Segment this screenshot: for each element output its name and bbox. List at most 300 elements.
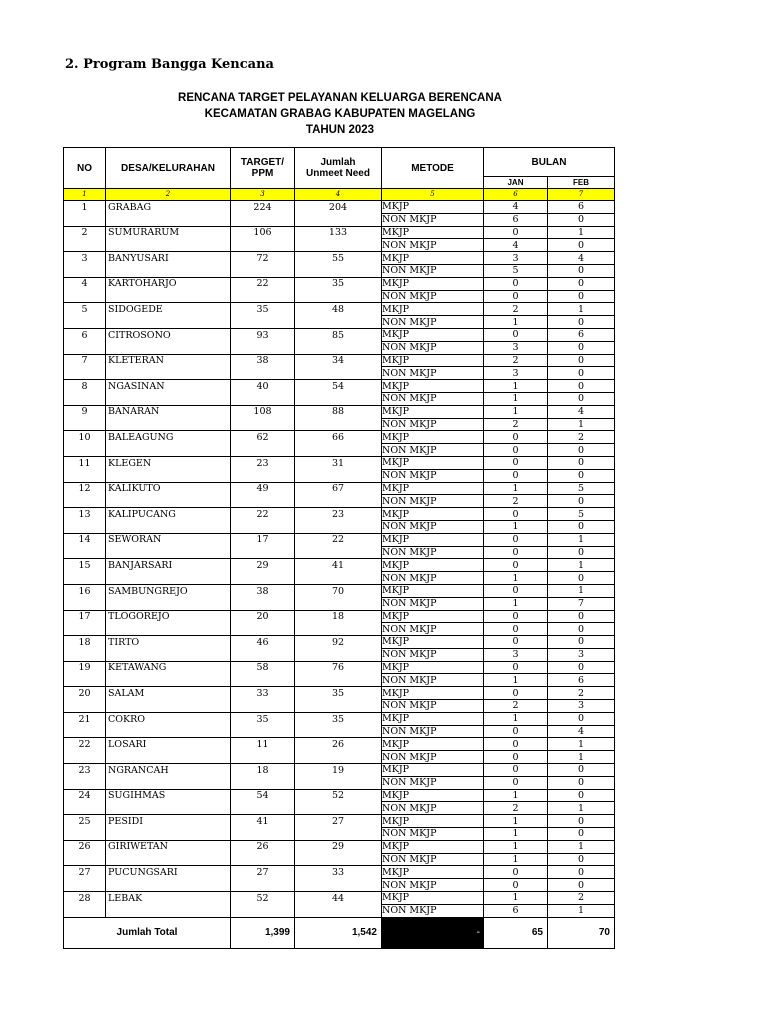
header-target-line2: PPM — [251, 168, 274, 179]
row-unmeet: 54 — [295, 380, 382, 393]
row-desa: KLETERAN — [106, 354, 231, 367]
row-metode-mkjp: MKJP — [382, 533, 484, 546]
table-row — [64, 392, 615, 405]
row-no-empty — [64, 264, 106, 277]
row-target-empty — [231, 392, 295, 405]
row-feb-mkjp: 0 — [548, 764, 615, 777]
row-target-empty — [231, 290, 295, 303]
row-feb-mkjp: 5 — [548, 482, 615, 495]
table-row — [64, 623, 615, 636]
row-unmeet: 66 — [295, 431, 382, 444]
row-no: 11 — [64, 456, 106, 469]
row-no-empty — [64, 341, 106, 354]
row-unmeet-empty — [295, 904, 382, 917]
row-metode-non: NON MKJP — [382, 444, 484, 457]
table-row — [64, 892, 615, 905]
row-metode-non: NON MKJP — [382, 546, 484, 559]
row-desa-empty — [106, 316, 231, 329]
row-no-empty — [64, 853, 106, 866]
row-unmeet: 19 — [295, 764, 382, 777]
row-target-empty — [231, 264, 295, 277]
row-desa-empty — [106, 469, 231, 482]
table-row — [64, 776, 615, 789]
row-desa-empty — [106, 751, 231, 764]
table-row — [64, 456, 615, 469]
row-desa-empty — [106, 213, 231, 226]
row-jan-mkjp: 0 — [484, 866, 548, 879]
row-no-empty — [64, 648, 106, 661]
row-jan-non: 2 — [484, 495, 548, 508]
row-feb-mkjp: 2 — [548, 892, 615, 905]
row-desa-empty — [106, 341, 231, 354]
row-metode-mkjp: MKJP — [382, 303, 484, 316]
row-jan-mkjp: 0 — [484, 636, 548, 649]
table-row — [64, 828, 615, 841]
row-jan-non: 1 — [484, 828, 548, 841]
row-jan-mkjp: 0 — [484, 328, 548, 341]
row-unmeet-empty — [295, 418, 382, 431]
row-desa: KETAWANG — [106, 661, 231, 674]
column-number: 1 — [64, 189, 106, 201]
row-unmeet-empty — [295, 751, 382, 764]
table-row — [64, 264, 615, 277]
row-desa-empty — [106, 572, 231, 585]
row-unmeet-empty — [295, 853, 382, 866]
row-no: 22 — [64, 738, 106, 751]
row-unmeet: 88 — [295, 405, 382, 418]
row-desa: GRABAG — [106, 201, 231, 214]
table-row — [64, 482, 615, 495]
row-target: 41 — [231, 815, 295, 828]
row-feb-non: 0 — [548, 623, 615, 636]
table-body — [64, 201, 615, 918]
row-no-empty — [64, 623, 106, 636]
row-jan-mkjp: 0 — [484, 533, 548, 546]
row-jan-non: 1 — [484, 316, 548, 329]
row-feb-non: 0 — [548, 572, 615, 585]
row-jan-non: 6 — [484, 213, 548, 226]
row-jan-non: 0 — [484, 751, 548, 764]
row-no: 7 — [64, 354, 106, 367]
table-row — [64, 201, 615, 214]
row-target: 106 — [231, 226, 295, 239]
row-jan-mkjp: 1 — [484, 815, 548, 828]
row-no-empty — [64, 290, 106, 303]
row-unmeet-empty — [295, 520, 382, 533]
row-feb-non: 1 — [548, 418, 615, 431]
table-row — [64, 610, 615, 623]
header-desa: DESA/KELURAHAN — [106, 148, 231, 189]
row-target-empty — [231, 853, 295, 866]
table-row — [64, 341, 615, 354]
row-jan-non: 5 — [484, 264, 548, 277]
row-jan-mkjp: 1 — [484, 380, 548, 393]
row-metode-mkjp: MKJP — [382, 636, 484, 649]
row-desa: PESIDI — [106, 815, 231, 828]
row-jan-non: 0 — [484, 623, 548, 636]
row-desa: LOSARI — [106, 738, 231, 751]
row-no: 3 — [64, 252, 106, 265]
row-metode-non: NON MKJP — [382, 853, 484, 866]
row-target: 38 — [231, 354, 295, 367]
row-jan-mkjp: 0 — [484, 431, 548, 444]
section-heading: 2. Program Bangga Kencana — [65, 57, 274, 72]
row-unmeet: 55 — [295, 252, 382, 265]
row-jan-mkjp: 0 — [484, 661, 548, 674]
row-jan-mkjp: 2 — [484, 354, 548, 367]
row-feb-non: 0 — [548, 341, 615, 354]
row-metode-mkjp: MKJP — [382, 789, 484, 802]
row-unmeet: 70 — [295, 584, 382, 597]
row-no-empty — [64, 316, 106, 329]
row-unmeet-empty — [295, 546, 382, 559]
total-feb: 70 — [548, 917, 615, 948]
row-jan-non: 1 — [484, 674, 548, 687]
row-metode-non: NON MKJP — [382, 264, 484, 277]
row-no: 10 — [64, 431, 106, 444]
table-row — [64, 712, 615, 725]
table-row — [64, 495, 615, 508]
row-metode-mkjp: MKJP — [382, 252, 484, 265]
row-unmeet-empty — [295, 264, 382, 277]
header-jan: JAN — [484, 177, 548, 189]
table-row — [64, 380, 615, 393]
row-desa-empty — [106, 700, 231, 713]
row-feb-mkjp: 5 — [548, 508, 615, 521]
table-row — [64, 328, 615, 341]
row-target: 38 — [231, 584, 295, 597]
table-row — [64, 431, 615, 444]
row-unmeet: 35 — [295, 712, 382, 725]
row-metode-mkjp: MKJP — [382, 892, 484, 905]
row-target-empty — [231, 495, 295, 508]
row-unmeet: 26 — [295, 738, 382, 751]
header-unmeet-line1: Jumlah — [320, 157, 356, 168]
row-desa: KALIKUTO — [106, 482, 231, 495]
table-row — [64, 597, 615, 610]
row-target-empty — [231, 725, 295, 738]
table-row — [64, 508, 615, 521]
row-target-empty — [231, 418, 295, 431]
row-desa-empty — [106, 776, 231, 789]
row-feb-non: 1 — [548, 751, 615, 764]
row-no: 20 — [64, 687, 106, 700]
row-target: 18 — [231, 764, 295, 777]
row-desa: BANJARSARI — [106, 559, 231, 572]
row-no: 6 — [64, 328, 106, 341]
table-row — [64, 904, 615, 917]
row-metode-mkjp: MKJP — [382, 610, 484, 623]
row-target: 62 — [231, 431, 295, 444]
row-target-empty — [231, 213, 295, 226]
column-number: 7 — [548, 189, 615, 201]
target-table — [63, 147, 615, 949]
row-unmeet: 34 — [295, 354, 382, 367]
row-no-empty — [64, 751, 106, 764]
row-desa: PUCUNGSARI — [106, 866, 231, 879]
table-row — [64, 354, 615, 367]
row-feb-mkjp: 0 — [548, 815, 615, 828]
row-feb-non: 0 — [548, 776, 615, 789]
row-metode-mkjp: MKJP — [382, 661, 484, 674]
row-jan-non: 2 — [484, 700, 548, 713]
row-metode-mkjp: MKJP — [382, 508, 484, 521]
row-metode-non: NON MKJP — [382, 495, 484, 508]
row-metode-non: NON MKJP — [382, 367, 484, 380]
row-metode-non: NON MKJP — [382, 879, 484, 892]
row-feb-mkjp: 0 — [548, 354, 615, 367]
total-target: 1,399 — [231, 917, 295, 948]
row-metode-mkjp: MKJP — [382, 456, 484, 469]
row-feb-mkjp: 4 — [548, 405, 615, 418]
row-feb-mkjp: 0 — [548, 789, 615, 802]
row-metode-mkjp: MKJP — [382, 584, 484, 597]
row-feb-non: 0 — [548, 392, 615, 405]
row-unmeet: 27 — [295, 815, 382, 828]
table-row — [64, 802, 615, 815]
row-unmeet: 48 — [295, 303, 382, 316]
table-row — [64, 584, 615, 597]
row-jan-non: 1 — [484, 853, 548, 866]
row-desa-empty — [106, 853, 231, 866]
row-feb-mkjp: 2 — [548, 687, 615, 700]
row-unmeet: 85 — [295, 328, 382, 341]
row-unmeet-empty — [295, 239, 382, 252]
table-row — [64, 546, 615, 559]
row-unmeet-empty — [295, 623, 382, 636]
row-jan-non: 1 — [484, 392, 548, 405]
row-no: 8 — [64, 380, 106, 393]
row-feb-mkjp: 4 — [548, 252, 615, 265]
row-desa: KARTOHARJO — [106, 277, 231, 290]
row-no-empty — [64, 776, 106, 789]
table-row — [64, 469, 615, 482]
row-desa-empty — [106, 444, 231, 457]
row-desa-empty — [106, 597, 231, 610]
row-unmeet: 29 — [295, 840, 382, 853]
row-target-empty — [231, 674, 295, 687]
header-target-line1: TARGET/ — [240, 157, 285, 168]
row-target: 27 — [231, 866, 295, 879]
row-no: 2 — [64, 226, 106, 239]
row-unmeet: 44 — [295, 892, 382, 905]
row-metode-non: NON MKJP — [382, 725, 484, 738]
row-jan-non: 6 — [484, 904, 548, 917]
row-target-empty — [231, 444, 295, 457]
row-no-empty — [64, 879, 106, 892]
row-feb-mkjp: 1 — [548, 584, 615, 597]
row-feb-non: 3 — [548, 648, 615, 661]
row-unmeet-empty — [295, 802, 382, 815]
row-metode-non: NON MKJP — [382, 341, 484, 354]
row-target-empty — [231, 879, 295, 892]
table-row — [64, 367, 615, 380]
row-desa-empty — [106, 879, 231, 892]
row-no-empty — [64, 725, 106, 738]
row-unmeet: 22 — [295, 533, 382, 546]
table-row — [64, 853, 615, 866]
row-unmeet: 41 — [295, 559, 382, 572]
row-no-empty — [64, 469, 106, 482]
row-metode-mkjp: MKJP — [382, 405, 484, 418]
column-number-row — [64, 189, 615, 201]
row-target: 17 — [231, 533, 295, 546]
row-target: 58 — [231, 661, 295, 674]
header-metode: METODE — [382, 148, 484, 189]
row-target-empty — [231, 597, 295, 610]
row-unmeet: 133 — [295, 226, 382, 239]
row-jan-mkjp: 1 — [484, 712, 548, 725]
row-unmeet-empty — [295, 290, 382, 303]
table-row — [64, 316, 615, 329]
row-target: 20 — [231, 610, 295, 623]
row-unmeet-empty — [295, 828, 382, 841]
table-row — [64, 303, 615, 316]
row-jan-non: 0 — [484, 469, 548, 482]
row-metode-non: NON MKJP — [382, 776, 484, 789]
table-row — [64, 789, 615, 802]
row-desa: COKRO — [106, 712, 231, 725]
row-metode-non: NON MKJP — [382, 597, 484, 610]
row-metode-non: NON MKJP — [382, 828, 484, 841]
table-row — [64, 648, 615, 661]
row-jan-mkjp: 0 — [484, 764, 548, 777]
row-desa: SIDOGEDE — [106, 303, 231, 316]
row-metode-mkjp: MKJP — [382, 354, 484, 367]
row-metode-non: NON MKJP — [382, 392, 484, 405]
row-target-empty — [231, 648, 295, 661]
row-unmeet-empty — [295, 213, 382, 226]
row-jan-non: 1 — [484, 597, 548, 610]
row-feb-mkjp: 1 — [548, 533, 615, 546]
row-no-empty — [64, 520, 106, 533]
row-unmeet: 204 — [295, 201, 382, 214]
row-no: 27 — [64, 866, 106, 879]
total-metode: - — [382, 917, 484, 948]
row-metode-mkjp: MKJP — [382, 328, 484, 341]
row-no: 17 — [64, 610, 106, 623]
row-target-empty — [231, 469, 295, 482]
row-target: 33 — [231, 687, 295, 700]
row-metode-non: NON MKJP — [382, 700, 484, 713]
row-target-empty — [231, 572, 295, 585]
row-desa-empty — [106, 623, 231, 636]
row-jan-mkjp: 0 — [484, 610, 548, 623]
row-jan-non: 3 — [484, 367, 548, 380]
row-feb-non: 0 — [548, 239, 615, 252]
row-unmeet-empty — [295, 316, 382, 329]
row-feb-non: 0 — [548, 264, 615, 277]
table-row — [64, 444, 615, 457]
table-row — [64, 277, 615, 290]
table-row — [64, 290, 615, 303]
header-no: NO — [64, 148, 106, 189]
row-desa: KLEGEN — [106, 456, 231, 469]
row-unmeet-empty — [295, 341, 382, 354]
row-no: 15 — [64, 559, 106, 572]
row-feb-non: 7 — [548, 597, 615, 610]
row-unmeet-empty — [295, 597, 382, 610]
row-jan-mkjp: 1 — [484, 840, 548, 853]
row-metode-non: NON MKJP — [382, 751, 484, 764]
row-feb-mkjp: 6 — [548, 328, 615, 341]
row-jan-mkjp: 1 — [484, 482, 548, 495]
row-target-empty — [231, 623, 295, 636]
row-no-empty — [64, 418, 106, 431]
row-jan-non: 1 — [484, 520, 548, 533]
document-titles — [0, 90, 680, 138]
title-line-3: TAHUN 2023 — [305, 124, 375, 136]
row-metode-non: NON MKJP — [382, 239, 484, 252]
row-jan-mkjp: 0 — [484, 226, 548, 239]
row-desa-empty — [106, 418, 231, 431]
row-jan-non: 3 — [484, 341, 548, 354]
row-desa: BALEAGUNG — [106, 431, 231, 444]
row-unmeet-empty — [295, 674, 382, 687]
row-no-empty — [64, 367, 106, 380]
row-desa: NGASINAN — [106, 380, 231, 393]
total-unmeet: 1,542 — [295, 917, 382, 948]
row-feb-non: 3 — [548, 700, 615, 713]
table-row — [64, 636, 615, 649]
row-feb-non: 0 — [548, 444, 615, 457]
row-jan-mkjp: 0 — [484, 559, 548, 572]
table-row — [64, 751, 615, 764]
row-jan-non: 0 — [484, 290, 548, 303]
row-feb-non: 6 — [548, 674, 615, 687]
row-desa: SUGIHMAS — [106, 789, 231, 802]
row-jan-non: 0 — [484, 879, 548, 892]
column-number: 5 — [382, 189, 484, 201]
row-metode-mkjp: MKJP — [382, 431, 484, 444]
row-unmeet: 76 — [295, 661, 382, 674]
header-unmeet-line2: Unmeet Need — [306, 168, 370, 179]
row-feb-mkjp: 1 — [548, 559, 615, 572]
row-desa: KALIPUCANG — [106, 508, 231, 521]
row-unmeet-empty — [295, 725, 382, 738]
row-unmeet-empty — [295, 648, 382, 661]
row-no: 5 — [64, 303, 106, 316]
row-jan-mkjp: 1 — [484, 892, 548, 905]
table-row — [64, 252, 615, 265]
row-metode-mkjp: MKJP — [382, 840, 484, 853]
header-target — [231, 148, 295, 189]
row-jan-non: 0 — [484, 546, 548, 559]
row-no-empty — [64, 597, 106, 610]
row-jan-non: 2 — [484, 418, 548, 431]
row-feb-mkjp: 0 — [548, 636, 615, 649]
row-desa-empty — [106, 495, 231, 508]
row-unmeet: 35 — [295, 277, 382, 290]
row-unmeet: 92 — [295, 636, 382, 649]
row-metode-non: NON MKJP — [382, 648, 484, 661]
row-jan-mkjp: 0 — [484, 456, 548, 469]
table-row — [64, 687, 615, 700]
table-row — [64, 213, 615, 226]
title-line-1: RENCANA TARGET PELAYANAN KELUARGA BERENCANA — [178, 92, 502, 104]
row-metode-mkjp: MKJP — [382, 815, 484, 828]
row-no-empty — [64, 213, 106, 226]
row-feb-non: 0 — [548, 828, 615, 841]
row-unmeet: 18 — [295, 610, 382, 623]
row-metode-mkjp: MKJP — [382, 380, 484, 393]
row-feb-mkjp: 1 — [548, 303, 615, 316]
row-jan-mkjp: 1 — [484, 405, 548, 418]
row-target: 224 — [231, 201, 295, 214]
row-target: 22 — [231, 508, 295, 521]
row-no-empty — [64, 904, 106, 917]
row-no: 23 — [64, 764, 106, 777]
